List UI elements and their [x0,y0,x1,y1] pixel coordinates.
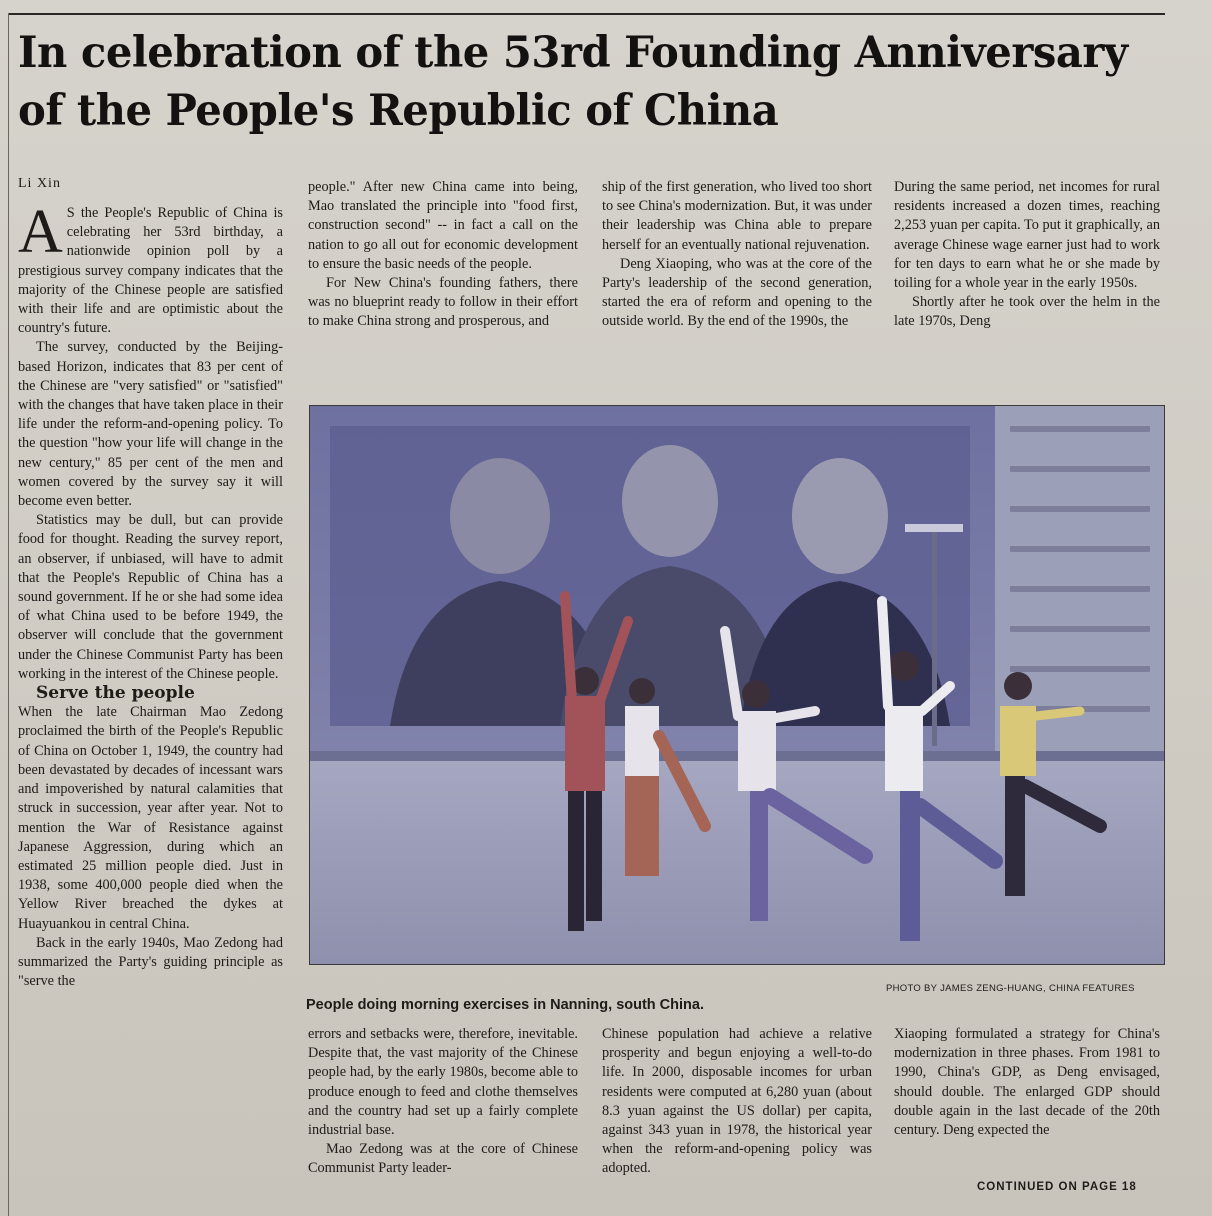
paragraph: A S the People's Republic of China is celebrating her 53rd birthday, a nationwide opinion poll by a prestigious survey company indicates that the majority of the Chinese people are satisfied with their life and are optimistic about the country's future. [18,198,283,337]
top-rule [8,13,1165,15]
headline [18,24,1153,140]
article-column-4-lower [894,1025,1160,1140]
article-column-1 [18,198,283,1204]
paragraph: ship of the first generation, who lived too short to see China's modernization. But, it was under their leadership was China able to prepare herself for an eventually national rejuvenation. [602,179,872,253]
paragraph: Shortly after he took over the helm in the late 1970s, Deng [894,294,1160,330]
paragraph: Back in the early 1940s, Mao Zedong had summarized the Party's guiding principle as "serve the [18,934,283,990]
paragraph: Deng Xiaoping, who was at the core of the Party's leadership of the second generation, started the era of reform and opening to the outside world. By the end of the 1990s, the [602,255,872,330]
article-column-2-lower [308,1025,578,1179]
continued-on-page: CONTINUED ON PAGE 18 [977,1181,1137,1193]
article-column-3-lower [602,1025,872,1179]
photo-caption: People doing morning exercises in Nanning, south China. [306,997,704,1013]
paragraph: Mao Zedong was at the core of Chinese Communist Party leader- [308,1141,578,1177]
paragraph: Chinese population had achieve a relative prosperity and begun enjoying a well-to-do life. In 2000, disposable incomes for urban residents were computed at 6,280 yuan (about 8.3 yuan against the US dollar) per capita, against 343 yuan in 1978, the historical year when the reform-and-opening policy was adopted. [602,1026,872,1177]
paragraph: Xiaoping formulated a strategy for China's modernization in three phases. From 1981 to 1990, China's GDP, as Deng envisaged, should double. The enlarged GDP should double again in the last decade of the 20th century. Deng expected the [894,1026,1160,1139]
paragraph: The survey, conducted by the Beijing-based Horizon, indicates that 83 per cent of the Chinese are "very satisfied" or "satisfied" with the changes that have taken place in their life under the reform-and-opening policy. To the question "how your life will change in the new century," 85 per cent of the men and women covered by the survey say it will become even better. [18,339,283,510]
headline-line-1: In celebration of the 53rd Founding Anniversary [18,28,1128,78]
article-column-4 [894,178,1160,332]
subheading: Serve the people [36,683,195,704]
paragraph: For New China's founding fathers, there was no blueprint ready to follow in their effort to make China strong and prosperous, and [308,275,578,330]
paragraph: When the late Chairman Mao Zedong proclaimed the birth of the People's Republic of China on October 1, 1949, the country had been devastated by decades of incessant wars and impoverished by natural calamities that struck in succession, year after year. Not to mention the War of Resistance against Japanese Aggression, during which an estimated 25 million people died. Just in 1938, some 400,000 people died when the Yellow River breached the dykes at Huayuankou in central China. [18,704,283,932]
paragraph: errors and setbacks were, therefore, inevitable. Despite that, the vast majority of the Chinese people had, by the early 1980s, become able to produce enough to feed and clothe themselves and the country had set up a fairly complete industrial base. [308,1026,578,1139]
photo-credit: PHOTO BY JAMES ZENG-HUANG, CHINA FEATURES [886,983,1135,994]
news-photo [309,405,1165,965]
paragraph: people." After new China came into being, Mao translated the principle into "food first, construction second" -- in fact a call on the nation to go all out for economic development to ensure the basic needs of the people. [308,179,578,272]
photo-illustration [310,406,1164,964]
paragraph: During the same period, net incomes for rural residents increased a dozen times, reaching 2,253 yuan per capita. To put it graphically, an average Chinese wage earner just had to work for ten days to earn what he or she made by toiling for a whole year in the early 1950s. [894,179,1160,292]
headline-line-2: of the People's Republic of China [18,86,779,136]
article-column-2 [308,178,578,332]
left-rule [8,13,9,1216]
paragraph: Statistics may be dull, but can provide food for thought. Reading the survey report, an observer, if unbiased, will have to admit that the People's Republic of China has a sound government. If he or she had some idea of what China used to be before 1949, the observer will conclude that the government under the Chinese Communist Party has been working in the interest of the Chinese people. [18,512,283,682]
article-column-3 [602,178,872,332]
byline: Li Xin [18,176,61,191]
drop-cap: A [18,198,63,266]
